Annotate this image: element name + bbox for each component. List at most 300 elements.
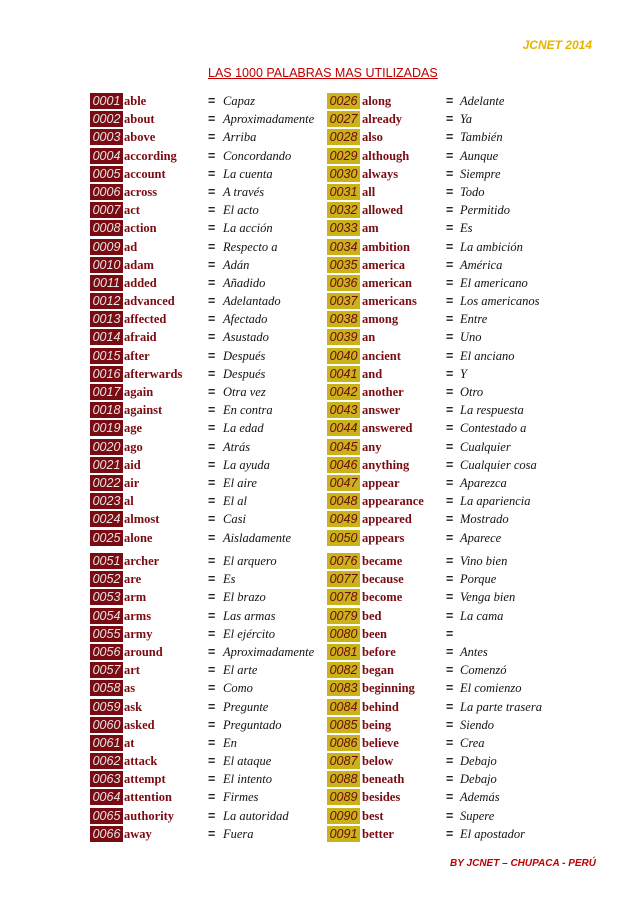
equals-sign: = [446, 699, 454, 714]
spanish-translation: Todo [460, 184, 485, 199]
english-word: better [362, 826, 394, 841]
entry-number: 0016 [90, 366, 123, 382]
english-word: attack [124, 754, 158, 769]
equals-sign: = [208, 130, 216, 145]
english-word: authority [124, 808, 174, 823]
spanish-translation: Crea [460, 735, 485, 750]
equals-sign: = [208, 421, 216, 436]
equals-sign: = [208, 275, 216, 290]
table-row [90, 401, 546, 419]
spanish-translation: Capaz [223, 94, 255, 108]
english-word: ago [124, 439, 143, 454]
english-word: al [124, 494, 134, 509]
spanish-translation: América [460, 257, 503, 272]
entry-number: 0054 [90, 608, 123, 624]
spanish-translation: Adelante [460, 94, 505, 108]
table-row [90, 529, 546, 547]
english-word: age [124, 421, 143, 436]
table-row [90, 679, 546, 697]
spanish-translation: Aproximadamente [223, 644, 315, 659]
equals-sign: = [446, 112, 454, 127]
spanish-translation: Preguntado [223, 717, 282, 732]
entry-number: 0056 [90, 644, 123, 660]
entry-number: 0057 [90, 662, 123, 678]
equals-sign: = [208, 699, 216, 714]
english-word: another [362, 385, 404, 399]
table-row [90, 825, 546, 843]
table-row [90, 310, 546, 328]
entry-number: 0082 [327, 662, 360, 678]
equals-sign: = [446, 772, 454, 787]
equals-sign: = [208, 754, 216, 769]
equals-sign: = [446, 366, 454, 381]
equals-sign: = [208, 221, 216, 236]
entry-number: 0047 [327, 475, 360, 491]
equals-sign: = [446, 530, 454, 545]
entry-number: 0041 [327, 366, 360, 382]
spanish-translation: El intento [223, 772, 272, 787]
english-word: appears [362, 530, 405, 545]
entry-number: 0033 [327, 220, 360, 236]
table-row [90, 770, 546, 788]
entry-number: 0080 [327, 626, 360, 642]
spanish-translation: Aisladamente [223, 530, 292, 545]
equals-sign: = [446, 239, 454, 254]
spanish-translation: Vino bien [460, 554, 508, 568]
equals-sign: = [208, 808, 216, 823]
entry-number: 0061 [90, 735, 123, 751]
entry-number: 0051 [90, 553, 123, 569]
english-word: as [124, 681, 136, 696]
equals-sign: = [446, 94, 454, 108]
spanish-translation: Entre [460, 312, 488, 327]
equals-sign: = [208, 681, 216, 696]
spanish-translation: Después [223, 366, 266, 381]
page-title: LAS 1000 PALABRAS MAS UTILIZADAS [208, 66, 438, 80]
equals-sign: = [446, 421, 454, 436]
entry-number: 0049 [327, 511, 360, 527]
equals-sign: = [446, 754, 454, 769]
entry-number: 0040 [327, 348, 360, 364]
entry-number: 0048 [327, 493, 360, 509]
english-word: before [362, 644, 396, 659]
equals-sign: = [446, 294, 454, 309]
english-word: anything [362, 457, 410, 472]
entry-number: 0063 [90, 771, 123, 787]
spanish-translation: El brazo [223, 590, 266, 605]
equals-sign: = [208, 203, 216, 218]
table-row [90, 219, 546, 237]
spanish-translation: Porque [460, 572, 497, 587]
spanish-translation: El acto [223, 203, 259, 218]
spanish-translation: Como [223, 681, 253, 696]
spanish-translation: Arriba [223, 130, 257, 145]
equals-sign: = [208, 403, 216, 418]
entry-number: 0055 [90, 626, 123, 642]
equals-sign: = [446, 203, 454, 218]
entry-number: 0038 [327, 311, 360, 327]
spanish-translation: El anciano [460, 348, 515, 363]
entry-number: 0091 [327, 826, 360, 842]
entry-number: 0005 [90, 166, 123, 182]
spanish-translation: Añadido [223, 275, 266, 290]
table-row [90, 438, 546, 456]
english-word: allowed [362, 203, 403, 218]
equals-sign: = [208, 735, 216, 750]
english-word: aid [124, 457, 141, 472]
equals-sign: = [208, 348, 216, 363]
entry-number: 0065 [90, 808, 123, 824]
entry-number: 0035 [327, 257, 360, 273]
equals-sign: = [446, 681, 454, 696]
table-row [90, 807, 546, 825]
entry-number: 0059 [90, 699, 123, 715]
equals-sign: = [446, 808, 454, 823]
spanish-translation: El al [223, 494, 247, 509]
english-word: appearance [362, 494, 424, 509]
spanish-translation: Ya [460, 112, 473, 127]
english-word: am [362, 221, 379, 236]
english-word: act [124, 203, 140, 218]
spanish-translation: La parte trasera [460, 699, 542, 714]
equals-sign: = [446, 644, 454, 659]
english-word: because [362, 572, 404, 587]
table-row [90, 201, 546, 219]
spanish-translation: En [223, 735, 237, 750]
english-word: best [362, 808, 384, 823]
english-word: ancient [362, 348, 401, 363]
table-row [90, 661, 546, 679]
spanish-translation: El americano [460, 275, 528, 290]
equals-sign: = [208, 790, 216, 805]
entry-number: 0015 [90, 348, 123, 364]
english-word: across [124, 184, 158, 199]
english-word: above [124, 130, 156, 145]
equals-sign: = [446, 608, 454, 623]
spanish-translation: Antes [460, 644, 488, 659]
spanish-translation: El ejército [223, 626, 275, 641]
table-row [90, 238, 546, 256]
english-word: besides [362, 790, 401, 805]
equals-sign: = [446, 512, 454, 527]
spanish-translation: El ataque [223, 754, 272, 769]
entry-number: 0012 [90, 293, 123, 309]
table-row [90, 110, 546, 128]
equals-sign: = [208, 826, 216, 841]
entry-number: 0058 [90, 680, 123, 696]
entry-number: 0079 [327, 608, 360, 624]
table-row [90, 788, 546, 806]
entry-number: 0062 [90, 753, 123, 769]
spanish-translation: Contestado a [460, 421, 527, 436]
equals-sign: = [446, 663, 454, 678]
equals-sign: = [446, 790, 454, 805]
english-word: and [362, 366, 383, 381]
equals-sign: = [446, 494, 454, 509]
entry-number: 0046 [327, 457, 360, 473]
entry-number: 0037 [327, 293, 360, 309]
spanish-translation: Cualquier cosa [460, 457, 537, 472]
equals-sign: = [208, 572, 216, 587]
entry-number: 0025 [90, 530, 123, 546]
equals-sign: = [446, 330, 454, 345]
equals-sign: = [208, 663, 216, 678]
equals-sign: = [208, 312, 216, 327]
table-row [90, 92, 546, 110]
entry-number: 0013 [90, 311, 123, 327]
english-word: adam [124, 257, 154, 272]
equals-sign: = [446, 717, 454, 732]
english-word: according [124, 148, 177, 163]
english-word: bed [362, 608, 382, 623]
equals-sign: = [446, 554, 454, 568]
entry-number: 0028 [327, 129, 360, 145]
equals-sign: = [446, 439, 454, 454]
spanish-translation: Firmes [223, 790, 259, 805]
english-word: around [124, 644, 163, 659]
equals-sign: = [208, 366, 216, 381]
spanish-translation: Las armas [223, 608, 276, 623]
table-row [90, 643, 546, 661]
english-word: believe [362, 735, 399, 750]
entry-number: 0029 [327, 148, 360, 164]
spanish-translation: Mostrado [460, 512, 509, 527]
equals-sign: = [208, 94, 216, 108]
english-word: arms [124, 608, 152, 623]
spanish-translation: La ayuda [223, 457, 270, 472]
equals-sign: = [446, 572, 454, 587]
english-word: appear [362, 475, 400, 490]
table-row [90, 328, 546, 346]
english-word: below [362, 754, 394, 769]
english-word: ad [124, 239, 138, 254]
table-row [90, 510, 546, 528]
entry-number: 0009 [90, 239, 123, 255]
spanish-translation: Después [223, 348, 266, 363]
english-word: afraid [124, 330, 157, 345]
equals-sign: = [208, 184, 216, 199]
entry-number: 0026 [327, 93, 360, 109]
english-word: action [124, 221, 157, 236]
english-word: already [362, 112, 403, 127]
spanish-translation: Debajo [460, 772, 497, 787]
equals-sign: = [208, 644, 216, 659]
entry-number: 0002 [90, 111, 123, 127]
table-row [90, 383, 546, 401]
entry-number: 0036 [327, 275, 360, 291]
spanish-translation: Siempre [460, 166, 501, 181]
spanish-translation: Adán [223, 257, 250, 272]
entry-number: 0004 [90, 148, 123, 164]
equals-sign: = [208, 717, 216, 732]
entry-number: 0076 [327, 553, 360, 569]
entry-number: 0018 [90, 402, 123, 418]
entry-number: 0050 [327, 530, 360, 546]
english-word: ask [124, 699, 143, 714]
english-word: answered [362, 421, 413, 436]
table-row [90, 474, 546, 492]
equals-sign: = [446, 475, 454, 490]
spanish-translation: Pregunte [223, 699, 269, 714]
spanish-translation: Aproximadamente [223, 112, 315, 127]
equals-sign: = [446, 626, 454, 641]
equals-sign: = [446, 130, 454, 145]
equals-sign: = [208, 239, 216, 254]
entry-number: 0003 [90, 129, 123, 145]
english-word: are [124, 572, 142, 587]
equals-sign: = [208, 554, 216, 568]
table-row [90, 274, 546, 292]
spanish-translation: La acción [223, 221, 273, 236]
english-word: added [124, 275, 157, 290]
english-word: afterwards [124, 366, 183, 381]
table-row [90, 698, 546, 716]
table-row [90, 607, 546, 625]
table-row [90, 552, 546, 570]
english-word: about [124, 112, 155, 127]
equals-sign: = [208, 294, 216, 309]
entry-number: 0010 [90, 257, 123, 273]
equals-sign: = [446, 148, 454, 163]
english-word: able [124, 94, 147, 108]
equals-sign: = [208, 530, 216, 545]
english-word: at [124, 735, 135, 750]
table-row [90, 256, 546, 274]
spanish-translation: Debajo [460, 754, 497, 769]
spanish-translation: El comienzo [460, 681, 522, 696]
spanish-translation: Asustado [223, 330, 269, 345]
equals-sign: = [446, 312, 454, 327]
spanish-translation: La autoridad [223, 808, 289, 823]
spanish-translation: Atrás [223, 439, 251, 454]
equals-sign: = [208, 590, 216, 605]
spanish-translation: Fuera [223, 826, 254, 841]
entry-number: 0017 [90, 384, 123, 400]
english-word: appeared [362, 512, 412, 527]
entry-number: 0053 [90, 589, 123, 605]
word-table-block [90, 92, 546, 547]
entry-number: 0024 [90, 511, 123, 527]
spanish-translation: El arte [223, 663, 258, 678]
english-word: among [362, 312, 399, 327]
spanish-translation: Siendo [460, 717, 495, 732]
spanish-translation: La edad [223, 421, 264, 436]
spanish-translation: Venga bien [460, 590, 516, 605]
entry-number: 0087 [327, 753, 360, 769]
table-row [90, 147, 546, 165]
entry-number: 0020 [90, 439, 123, 455]
spanish-translation: La cama [460, 608, 504, 623]
english-word: advanced [124, 294, 175, 309]
footer-label: BY JCNET – CHUPACA - PERÚ [450, 858, 596, 869]
table-row [90, 625, 546, 643]
english-word: also [362, 130, 383, 145]
entry-number: 0014 [90, 329, 123, 345]
english-word: america [362, 257, 406, 272]
equals-sign: = [446, 184, 454, 199]
table-row [90, 456, 546, 474]
spanish-translation: El aire [223, 475, 257, 490]
english-word: against [124, 403, 163, 418]
spanish-translation: Aparezca [460, 475, 507, 490]
entry-number: 0006 [90, 184, 123, 200]
spanish-translation: Además [460, 790, 500, 805]
spanish-translation: Y [460, 366, 467, 381]
equals-sign: = [446, 590, 454, 605]
entry-number: 0088 [327, 771, 360, 787]
entry-number: 0081 [327, 644, 360, 660]
english-word: asked [124, 717, 155, 732]
entry-number: 0030 [327, 166, 360, 182]
entry-number: 0001 [90, 93, 123, 109]
english-word: arm [124, 590, 147, 605]
english-word: again [124, 385, 154, 399]
entry-number: 0032 [327, 202, 360, 218]
table-row [90, 588, 546, 606]
spanish-translation: Es [223, 572, 236, 587]
entry-number: 0023 [90, 493, 123, 509]
spanish-translation: El apostador [460, 826, 525, 841]
spanish-translation: Cualquier [460, 439, 511, 454]
spanish-translation: A través [223, 184, 265, 199]
table-row [90, 292, 546, 310]
table-row [90, 183, 546, 201]
english-word: become [362, 590, 403, 605]
entry-number: 0011 [90, 275, 123, 291]
english-word: always [362, 166, 399, 181]
table-row [90, 347, 546, 365]
english-word: americans [362, 294, 417, 309]
equals-sign: = [208, 475, 216, 490]
english-word: along [362, 94, 392, 108]
equals-sign: = [208, 512, 216, 527]
equals-sign: = [208, 385, 216, 399]
spanish-translation: Aunque [460, 148, 499, 163]
english-word: account [124, 166, 166, 181]
equals-sign: = [208, 148, 216, 163]
header-label: JCNET 2014 [522, 38, 592, 52]
spanish-translation: La apariencia [460, 494, 531, 509]
english-word: away [124, 826, 152, 841]
equals-sign: = [208, 457, 216, 472]
spanish-translation: Es [460, 221, 473, 236]
spanish-translation: La respuesta [460, 403, 524, 418]
equals-sign: = [208, 626, 216, 641]
entry-number: 0078 [327, 589, 360, 605]
entry-number: 0007 [90, 202, 123, 218]
equals-sign: = [446, 735, 454, 750]
table-row [90, 492, 546, 510]
english-word: beginning [362, 681, 415, 696]
table-row [90, 165, 546, 183]
equals-sign: = [446, 275, 454, 290]
english-word: behind [362, 699, 399, 714]
spanish-translation: La ambición [460, 239, 523, 254]
equals-sign: = [208, 330, 216, 345]
table-row [90, 752, 546, 770]
entry-number: 0085 [327, 717, 360, 733]
entry-number: 0064 [90, 789, 123, 805]
english-word: american [362, 275, 412, 290]
spanish-translation: Casi [223, 512, 246, 527]
english-word: answer [362, 403, 401, 418]
english-word: alone [124, 530, 153, 545]
english-word: affected [124, 312, 167, 327]
spanish-translation: Comenzó [460, 663, 507, 678]
equals-sign: = [446, 457, 454, 472]
spanish-translation: Adelantado [223, 294, 281, 309]
equals-sign: = [208, 112, 216, 127]
